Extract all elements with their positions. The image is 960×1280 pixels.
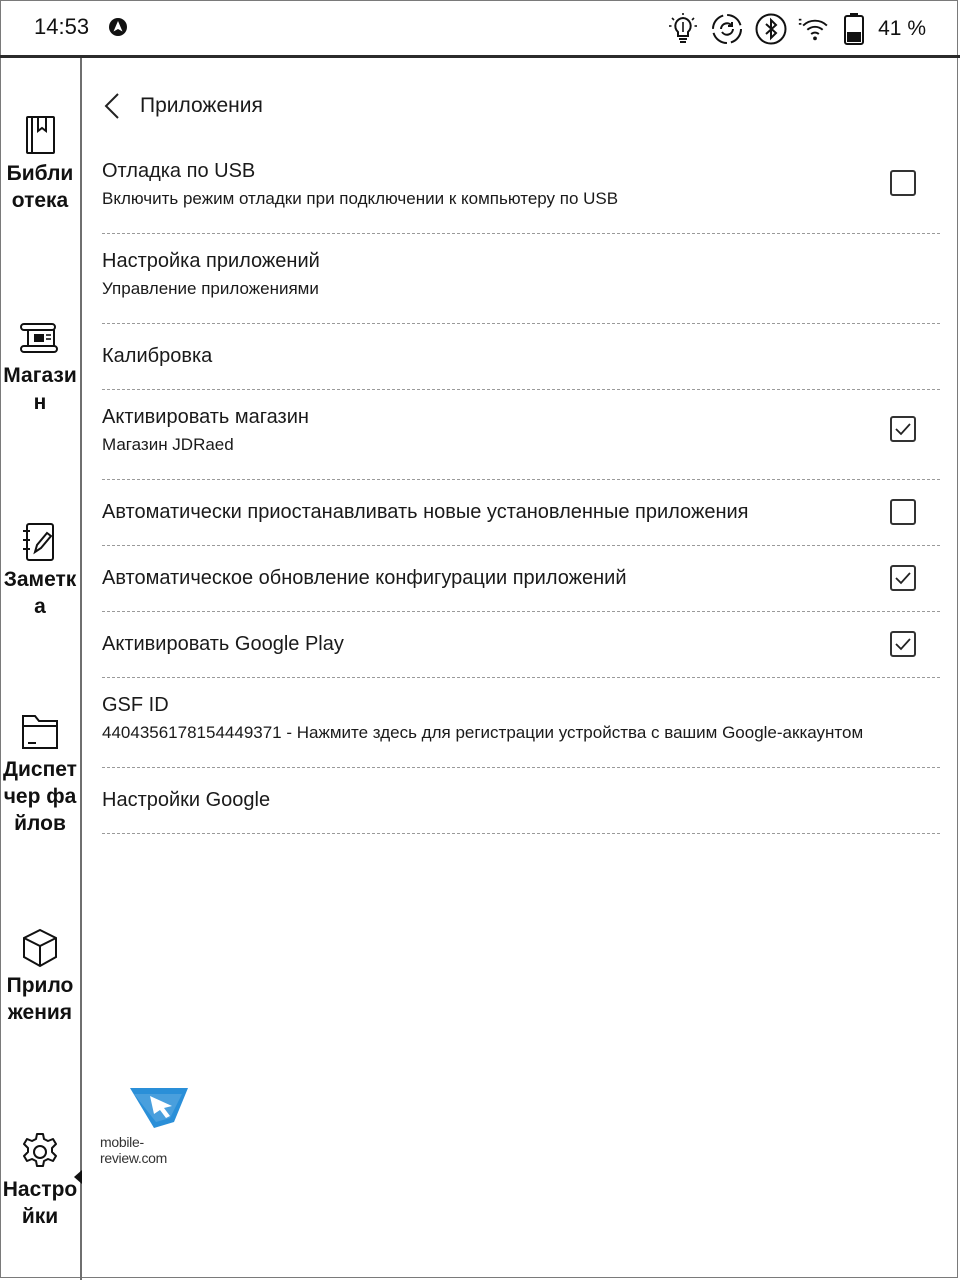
page-title: Приложения xyxy=(140,94,263,117)
setting-auto-suspend-apps[interactable] xyxy=(102,480,940,546)
refresh-icon[interactable] xyxy=(710,12,744,46)
sidebar-label: Диспетчер файлов xyxy=(3,758,77,835)
sidebar-label: Магазин xyxy=(3,364,77,414)
frontlight-icon[interactable] xyxy=(666,12,700,46)
setting-activate-store[interactable] xyxy=(102,390,940,480)
notes-pen-icon xyxy=(20,520,60,564)
back-chevron-icon[interactable] xyxy=(102,90,126,122)
checkmark-icon xyxy=(894,571,912,585)
battery-percent: 41 % xyxy=(878,17,926,40)
setting-auto-config-update[interactable] xyxy=(102,546,940,612)
navigation-icon xyxy=(108,17,128,37)
sidebar-item-file-manager[interactable] xyxy=(0,710,80,837)
sidebar-label: Настройки xyxy=(2,1178,78,1228)
setting-gsf-id[interactable] xyxy=(102,678,940,768)
apps-cube-icon xyxy=(20,926,60,970)
google-play-checkbox[interactable] xyxy=(890,631,916,657)
store-scroll-icon xyxy=(20,316,60,360)
setting-title: Отладка по USB xyxy=(102,160,256,182)
auto-suspend-checkbox[interactable] xyxy=(890,499,916,525)
sidebar xyxy=(0,58,82,1280)
status-bar xyxy=(0,0,960,58)
sidebar-label: Заметка xyxy=(3,568,77,618)
watermark-logo-icon xyxy=(126,1082,196,1134)
setting-title: Настройки Google xyxy=(102,789,271,811)
bluetooth-icon[interactable] xyxy=(754,12,788,46)
watermark-text: mobile-review.com xyxy=(100,1134,168,1166)
checkmark-icon xyxy=(894,422,912,436)
sidebar-label: Библиотека xyxy=(6,162,74,212)
setting-subtitle: Магазин JDRaed xyxy=(102,435,234,454)
setting-calibration[interactable] xyxy=(102,324,940,390)
usb-debugging-checkbox[interactable] xyxy=(890,170,916,196)
library-book-icon xyxy=(20,114,60,158)
setting-subtitle: 4404356178154449371 - Нажмите здесь для регистрации устройства с вашим Google-аккаунтом xyxy=(102,723,864,742)
active-item-marker xyxy=(74,1170,82,1184)
setting-title: Настройка приложений xyxy=(102,250,320,272)
setting-google-settings[interactable] xyxy=(102,768,940,834)
main-content xyxy=(82,58,960,1280)
status-time: 14:53 xyxy=(34,14,90,39)
setting-app-management[interactable] xyxy=(102,234,940,324)
auto-config-update-checkbox[interactable] xyxy=(890,565,916,591)
settings-list xyxy=(102,144,940,834)
setting-usb-debugging[interactable] xyxy=(102,144,940,234)
sidebar-item-apps[interactable] xyxy=(0,926,80,1026)
status-icons xyxy=(666,10,926,48)
setting-subtitle: Включить режим отладки при подключении к компьютеру по USB xyxy=(102,189,619,208)
activate-store-checkbox[interactable] xyxy=(890,416,916,442)
setting-title: Активировать Google Play xyxy=(102,633,344,655)
sidebar-item-settings[interactable] xyxy=(0,1130,80,1230)
sidebar-label: Приложения xyxy=(6,974,74,1024)
sidebar-item-library[interactable] xyxy=(0,114,80,214)
setting-title: GSF ID xyxy=(102,694,169,716)
setting-title: Автоматическое обновление конфигурации приложений xyxy=(102,567,627,589)
setting-title: Калибровка xyxy=(102,345,213,367)
settings-gear-icon xyxy=(20,1130,60,1174)
setting-title: Автоматически приостанавливать новые установленные приложения xyxy=(102,501,749,523)
setting-subtitle: Управление приложениями xyxy=(102,279,319,298)
setting-activate-google-play[interactable] xyxy=(102,612,940,678)
setting-title: Активировать магазин xyxy=(102,406,309,428)
watermark xyxy=(100,1082,210,1166)
sidebar-item-store[interactable] xyxy=(0,316,80,416)
sidebar-item-notes[interactable] xyxy=(0,520,80,620)
folder-icon xyxy=(20,710,60,754)
wifi-icon[interactable] xyxy=(798,12,832,46)
battery-icon xyxy=(842,12,866,46)
page-header xyxy=(102,86,263,126)
checkmark-icon xyxy=(894,637,912,651)
